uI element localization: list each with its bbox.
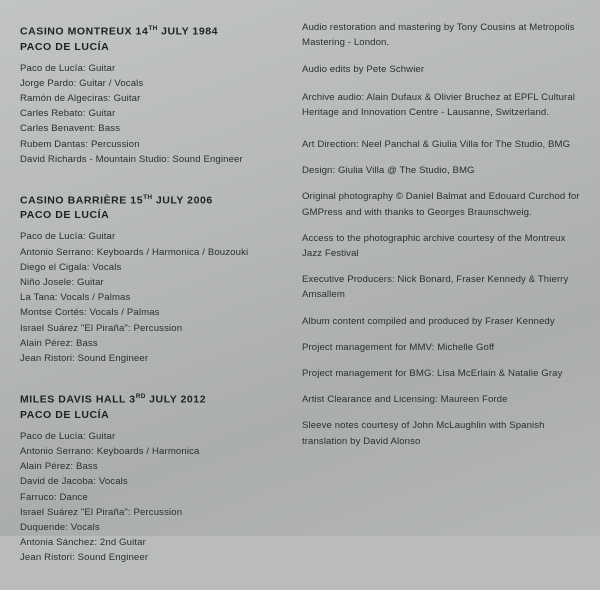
credit-list	[20, 229, 288, 366]
list-item: Israel Suárez "El Piraña": Percussion	[20, 506, 183, 518]
concert-venue-date: MILES DAVIS HALL 3	[20, 393, 136, 406]
list-item: Montse Cortés: Vocals / Palmas	[20, 307, 160, 319]
list-item: Antonio Serrano: Keyboards / Harmonica / Bouzouki	[20, 246, 249, 258]
credit-paragraph: Archive audio: Alain Dufaux & Olivier Bruchez at EPFL Cultural Heritage and Innovation Centre - Lausanne, Switzerland.	[302, 91, 575, 118]
list-item: David de Jacoba: Vocals	[20, 476, 128, 488]
list-item: Farruco: Dance	[20, 491, 88, 503]
credit-paragraph: Audio restoration and mastering by Tony Cousins at Metropolis Mastering - London.	[302, 22, 575, 49]
list-item: Jorge Pardo: Guitar / Vocals	[20, 77, 144, 89]
list-item: La Tana: Vocals / Palmas	[20, 292, 131, 304]
production-credits-group	[302, 272, 584, 449]
list-item: David Richards - Mountain Studio: Sound Engineer	[20, 153, 243, 165]
list-item: Carles Rebato: Guitar	[20, 108, 116, 120]
credit-paragraph: Project management for BMG: Lisa McErlain & Natalie Gray	[302, 368, 563, 380]
list-item: Antonio Serrano: Keyboards / Harmonica	[20, 445, 200, 457]
credit-paragraph: Executive Producers: Nick Bonard, Fraser Kennedy & Thierry Amsallem	[302, 274, 569, 301]
credit-paragraph: Album content compiled and produced by Fraser Kennedy	[302, 315, 555, 327]
ordinal-suffix: TH	[143, 193, 153, 201]
concert-date-rest: JULY 2006	[152, 194, 213, 207]
concert-heading	[20, 390, 288, 407]
ordinal-suffix: TH	[148, 25, 158, 32]
credit-paragraph: Audio edits by Pete Schwier	[302, 64, 425, 76]
credit-paragraph: Access to the photographic archive courtesy of the Montreux Jazz Festival	[302, 232, 566, 260]
list-item: Ramón de Algeciras: Guitar	[20, 92, 141, 104]
credit-list	[20, 61, 288, 167]
list-item: Jean Ristori: Sound Engineer	[20, 552, 149, 564]
design-credits-group	[302, 137, 584, 261]
list-item: Antonia Sánchez: 2nd Guitar	[20, 537, 146, 549]
concert-block-montreux-1984	[20, 22, 288, 167]
ordinal-suffix: RD	[135, 393, 146, 401]
list-item: Carles Benavent: Bass	[20, 123, 121, 135]
credit-paragraph: Design: Giulia Villa @ The Studio, BMG	[302, 165, 475, 177]
artist-name: PACO DE LUCÍA	[20, 40, 110, 53]
concert-block-miles-davis-hall-2012	[20, 390, 288, 565]
concert-date-rest: JULY 1984	[157, 25, 218, 38]
list-item: Paco de Lucía: Guitar	[20, 430, 116, 442]
list-item: Alain Pérez: Bass	[20, 337, 98, 349]
left-column	[20, 22, 288, 590]
audio-credits-group	[302, 20, 584, 120]
list-item: Duquende: Vocals	[20, 521, 100, 533]
credit-paragraph: Project management for MMV: Michelle Goff	[302, 341, 495, 353]
list-item: Paco de Lucía: Guitar	[20, 62, 116, 74]
list-item: Paco de Lucía: Guitar	[20, 231, 116, 243]
list-item: Alain Pérez: Bass	[20, 461, 98, 473]
list-item: Rubem Dantas: Percussion	[20, 138, 140, 150]
concert-venue-date: CASINO MONTREUX 14	[20, 25, 149, 38]
concert-date-rest: JULY 2012	[145, 393, 207, 406]
concert-venue-date: CASINO BARRIÈRE 15	[20, 194, 144, 207]
credit-paragraph: Sleeve notes courtesy of John McLaughlin with Spanish translation by David Alonso	[302, 420, 545, 447]
right-column	[302, 20, 584, 460]
credit-paragraph: Original photography © Daniel Balmat and Edouard Curchod for GMPress and with thanks to Georges Braunschweig.	[302, 191, 580, 218]
concert-heading	[20, 191, 288, 208]
credit-list	[20, 429, 288, 566]
concert-block-casino-barriere-2006	[20, 191, 288, 366]
concert-heading	[20, 22, 288, 39]
credit-paragraph: Art Direction: Neel Panchal & Giulia Villa for The Studio, BMG	[302, 139, 571, 151]
list-item: Jean Ristori: Sound Engineer	[20, 353, 149, 365]
list-item: Diego el Cigala: Vocals	[20, 261, 122, 273]
credit-paragraph: Artist Clearance and Licensing: Maureen Forde	[302, 394, 508, 406]
artist-name: PACO DE LUCÍA	[20, 209, 110, 222]
list-item: Israel Suárez "El Piraña": Percussion	[20, 322, 183, 334]
artist-name: PACO DE LUCÍA	[20, 408, 110, 421]
list-item: Niño Josele: Guitar	[20, 277, 104, 289]
